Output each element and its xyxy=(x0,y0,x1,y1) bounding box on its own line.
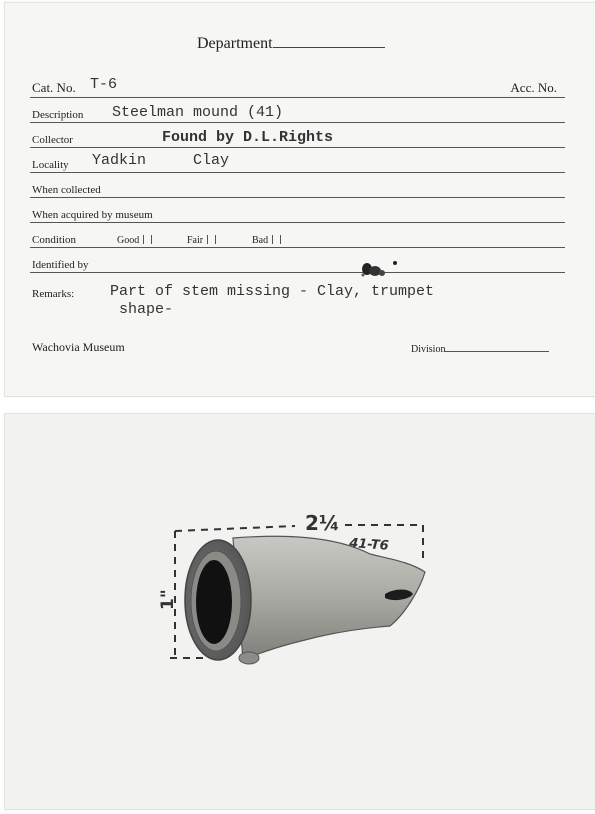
locality-county: Yadkin xyxy=(92,152,147,169)
condition-row xyxy=(30,229,565,248)
cat-no-label: Cat. No. xyxy=(32,80,76,95)
identified-by-row xyxy=(30,254,565,273)
when-collected-label: When collected xyxy=(32,184,101,196)
cat-no-row xyxy=(30,76,565,98)
catalog-annotation: 41-T6 xyxy=(348,536,390,554)
department-label: Department xyxy=(197,35,273,52)
ink-blot-mark xyxy=(355,259,401,281)
collector-row xyxy=(30,129,565,148)
collector-value: Found by D.L.Rights xyxy=(162,129,334,146)
pipe-sketch xyxy=(5,414,595,809)
museum-name: Wachovia Museum xyxy=(32,340,125,354)
condition-good: Good xyxy=(117,235,152,246)
condition-bad: Bad xyxy=(252,235,281,246)
description-value: Steelman mound (41) xyxy=(112,104,284,121)
checkbox-bad xyxy=(272,235,281,244)
locality-material: Clay xyxy=(193,152,230,169)
width-annotation: 2¼ xyxy=(305,511,340,535)
cat-no-value: T-6 xyxy=(90,76,118,93)
acc-no-label: Acc. No. xyxy=(510,80,557,95)
checkbox-fair xyxy=(207,235,216,244)
pipe-nub xyxy=(239,652,259,664)
checkbox-good xyxy=(143,235,152,244)
remarks-label: Remarks: xyxy=(32,288,75,300)
division-blank xyxy=(445,343,549,352)
description-row xyxy=(30,104,565,123)
height-annotation: 1" xyxy=(158,589,178,610)
identified-by-label: Identified by xyxy=(32,259,89,271)
division-field xyxy=(411,343,549,355)
department-blank xyxy=(273,33,385,48)
pipe-bowl-opening xyxy=(196,560,232,644)
locality-row xyxy=(30,154,565,173)
when-collected-row xyxy=(30,179,565,198)
when-acquired-label: When acquired by museum xyxy=(32,209,153,221)
catalog-card-back xyxy=(4,413,595,810)
description-label: Description xyxy=(32,109,84,121)
locality-label: Locality xyxy=(32,159,69,171)
collector-label: Collector xyxy=(32,134,73,146)
remarks-value: Part of stem missing - Clay, trumpet shape- xyxy=(110,283,435,318)
department-field xyxy=(197,33,385,53)
condition-label: Condition xyxy=(32,234,77,246)
division-label: Division xyxy=(411,344,446,355)
when-acquired-row xyxy=(30,204,565,223)
condition-fair: Fair xyxy=(187,235,216,246)
catalog-card-front xyxy=(4,2,595,397)
